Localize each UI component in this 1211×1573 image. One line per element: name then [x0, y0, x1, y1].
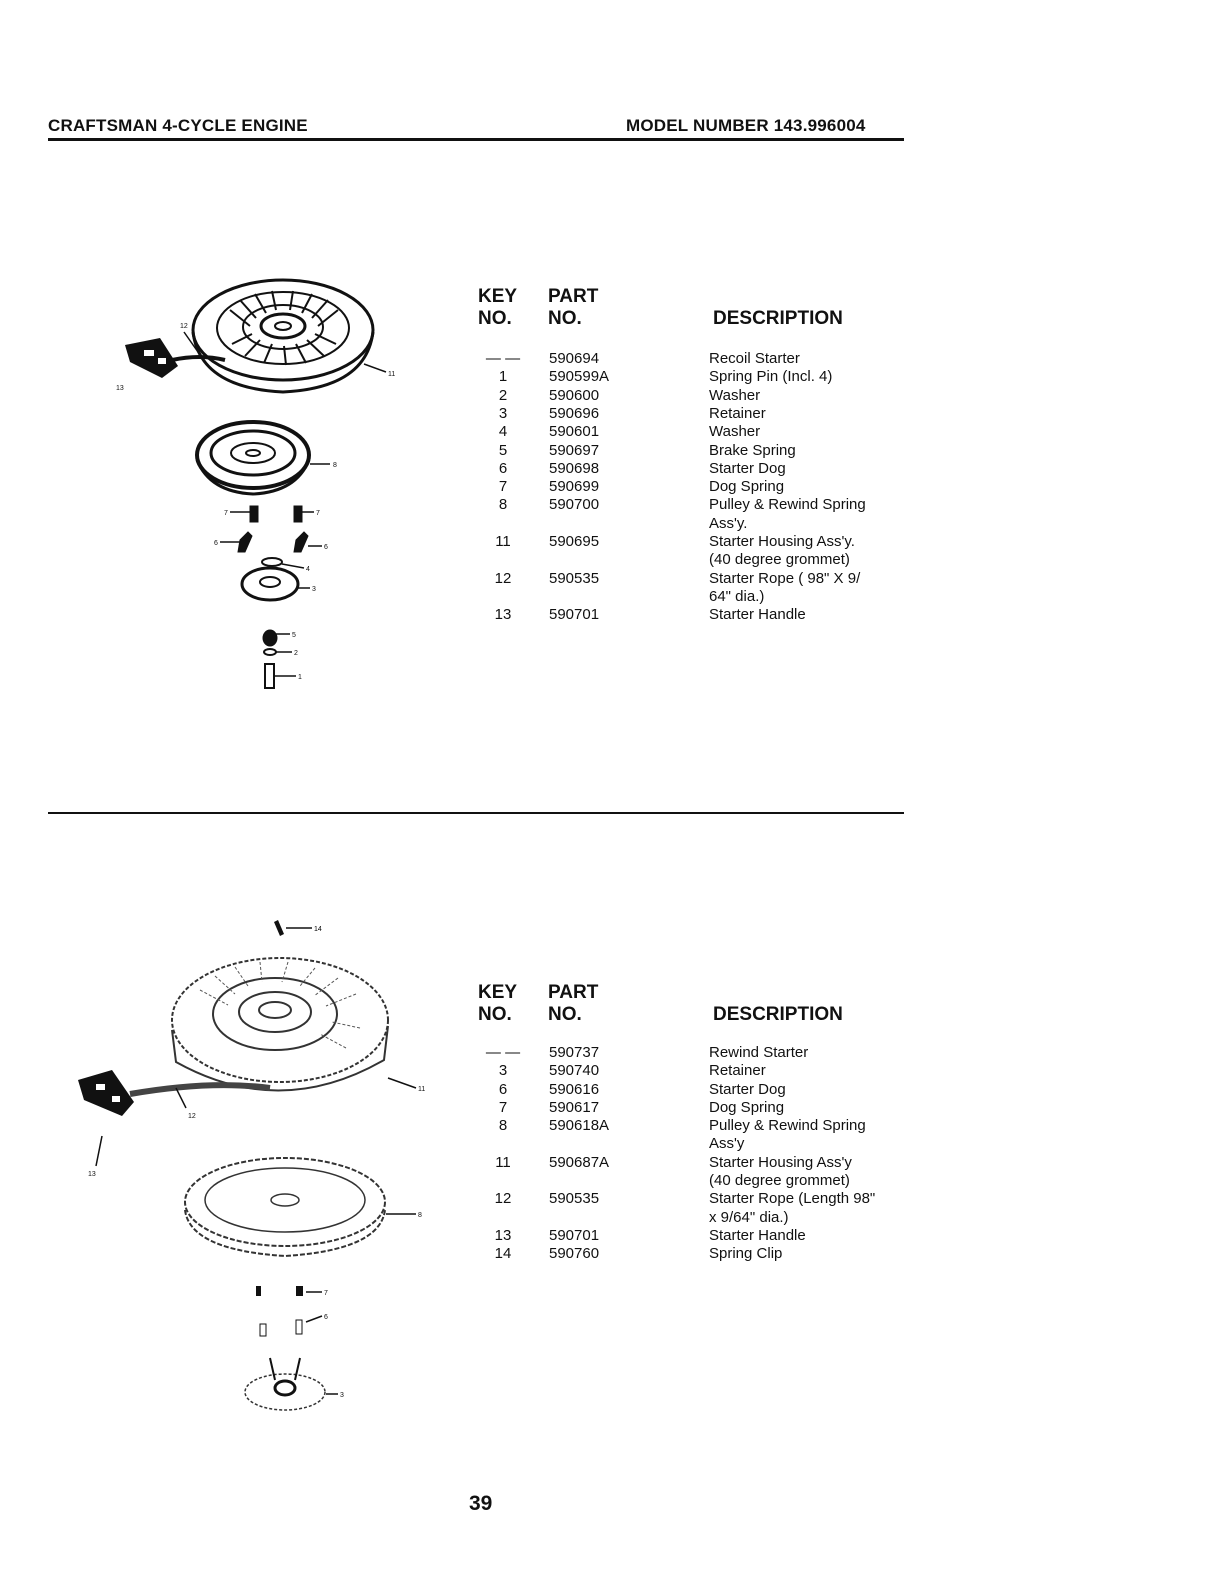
key-number: 6 — [498, 459, 508, 477]
part-number: 590699 — [549, 478, 600, 496]
part-description: Washer — [709, 386, 761, 404]
callout-11-2: 11 — [418, 1086, 426, 1093]
part-description: Pulley & Rewind Spring Ass'y — [709, 1117, 866, 1153]
part-number: 590535 — [549, 569, 600, 587]
key-number: 12 — [494, 569, 512, 587]
callout-2: 2 — [294, 650, 298, 657]
parts-table-recoil-starter — [478, 286, 918, 636]
description-header-2: DESCRIPTION — [713, 1004, 843, 1025]
callout-5: 5 — [292, 632, 296, 639]
key-number: 8 — [498, 496, 508, 514]
part-number: 590737 — [549, 1044, 600, 1061]
key-number: 13 — [494, 1227, 512, 1244]
part-description: Starter Rope ( 98" X 9/ 64" dia.) — [709, 569, 861, 605]
key-number: 7 — [498, 1098, 508, 1116]
callout-12: 12 — [180, 323, 188, 330]
callout-4: 4 — [306, 566, 310, 573]
part-number: 590700 — [549, 496, 600, 514]
part-description: Starter Dog — [709, 1080, 786, 1098]
header-title: CRAFTSMAN 4-CYCLE ENGINE — [48, 116, 308, 135]
part-description: Dog Spring — [709, 478, 785, 496]
starter-dog-drawings — [238, 506, 308, 552]
key-number: 3 — [498, 404, 508, 422]
key-number: 5 — [498, 441, 508, 459]
callout-3-2: 3 — [340, 1392, 344, 1399]
part-description: Starter Dog — [709, 459, 786, 477]
part-number: 590599A — [549, 368, 610, 386]
retainer-drawing-2 — [245, 1358, 325, 1410]
part-description: Retainer — [709, 404, 766, 422]
part-description: Spring Pin (Incl. 4) — [709, 368, 833, 386]
spring-clip-drawing — [274, 920, 322, 936]
part-number: 590694 — [549, 350, 600, 367]
part-number: 590695 — [549, 533, 600, 550]
callout-6b: 6 — [324, 544, 328, 551]
section-divider — [48, 812, 904, 814]
model-number: MODEL NUMBER 143.996004 — [626, 116, 866, 135]
part-number: 590617 — [549, 1098, 600, 1116]
pulley-drawing-2 — [185, 1158, 385, 1256]
part-number: 590601 — [549, 423, 600, 441]
key-number: 8 — [498, 1117, 508, 1135]
callout-8: 8 — [333, 462, 337, 469]
key-number: 3 — [498, 1062, 508, 1080]
part-description: Pulley & Rewind Spring Ass'y. — [709, 496, 866, 532]
part-description: Starter Housing Ass'y (40 degree grommet) — [709, 1153, 852, 1190]
key-number: 4 — [498, 423, 508, 441]
callout-7b: 7 — [316, 510, 320, 517]
description-header: DESCRIPTION — [713, 308, 843, 329]
part-description: Starter Rope (Length 98" x 9/64" dia.) — [709, 1190, 876, 1226]
key-number: 1 — [498, 368, 508, 386]
callout-13: 13 — [116, 385, 124, 392]
starter-housing-drawing — [193, 280, 373, 392]
callout-6a: 6 — [214, 540, 218, 547]
rewind-starter-exploded-diagram — [70, 910, 440, 1420]
key-number: — — — [485, 1044, 521, 1061]
callout-7a: 7 — [224, 510, 228, 517]
callout-12-2: 12 — [188, 1113, 196, 1120]
part-description: Starter Handle — [709, 606, 806, 624]
part-number: 590696 — [549, 404, 600, 422]
pulley-drawing — [197, 422, 309, 494]
part-number: 590697 — [549, 441, 600, 459]
key-number: 7 — [498, 478, 508, 496]
part-description: Starter Handle — [709, 1227, 806, 1244]
recoil-starter-exploded-diagram — [100, 270, 420, 700]
part-description: Retainer — [709, 1062, 766, 1080]
key-number: 14 — [494, 1245, 512, 1263]
part-number: 590760 — [549, 1245, 600, 1263]
part-number: 590535 — [549, 1190, 600, 1208]
part-description: Recoil Starter — [709, 350, 800, 367]
key-no-header-2: KEY NO. — [478, 982, 518, 1025]
callout-3: 3 — [312, 586, 316, 593]
callout-14: 14 — [314, 926, 322, 933]
part-description: Brake Spring — [709, 441, 796, 459]
parts-table-rewind-starter — [478, 982, 918, 1272]
callout-8-2: 8 — [418, 1212, 422, 1219]
starter-housing-drawing-2 — [172, 958, 388, 1091]
key-number: 2 — [498, 386, 508, 404]
part-no-header-2: PART NO. — [548, 982, 599, 1025]
page-number: 39 — [469, 1492, 493, 1515]
key-number: 12 — [494, 1190, 512, 1208]
part-number: 590687A — [549, 1153, 610, 1171]
callout-13-2: 13 — [88, 1171, 96, 1178]
retainer-drawing — [242, 558, 298, 688]
part-number: 590616 — [549, 1080, 600, 1098]
part-description: Spring Clip — [709, 1245, 783, 1263]
part-number: 590618A — [549, 1117, 610, 1135]
part-number: 590698 — [549, 459, 600, 477]
part-description: Rewind Starter — [709, 1044, 809, 1061]
callout-7-2: 7 — [324, 1290, 328, 1297]
key-number: 11 — [495, 533, 511, 550]
callout-11: 11 — [388, 371, 396, 378]
part-no-header: PART NO. — [548, 286, 599, 329]
part-description: Starter Housing Ass'y. (40 degree grommet) — [709, 533, 855, 569]
part-number: 590701 — [549, 606, 600, 624]
key-number: 11 — [495, 1153, 511, 1171]
header-rule — [48, 138, 904, 141]
callout-6-2: 6 — [324, 1314, 328, 1321]
part-number: 590701 — [549, 1227, 600, 1244]
key-number: 13 — [494, 606, 512, 624]
key-number: 6 — [498, 1080, 508, 1098]
starter-handle-drawing — [125, 338, 225, 378]
key-no-header: KEY NO. — [478, 286, 518, 329]
callout-1: 1 — [298, 674, 302, 681]
starter-dog-drawings-2 — [256, 1286, 303, 1336]
key-number: — — — [485, 350, 521, 367]
part-description: Dog Spring — [709, 1098, 785, 1116]
part-description: Washer — [709, 423, 761, 441]
part-number: 590600 — [549, 386, 600, 404]
part-number: 590740 — [549, 1062, 600, 1080]
